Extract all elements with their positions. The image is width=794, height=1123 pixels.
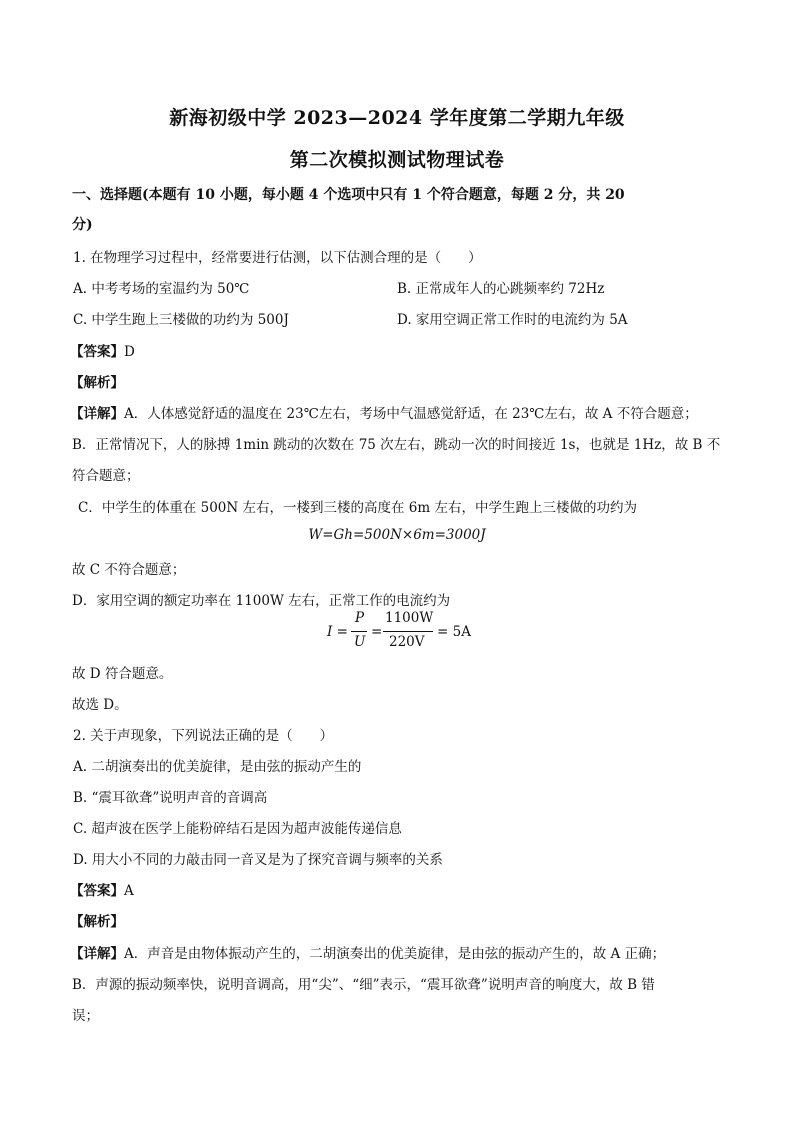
question-2-option-a: A. 二胡演奏出的优美旋律，是由弦的振动产生的 [73,759,362,775]
detail-tag: 【详解】 [70,946,124,962]
detail-a-text: A．声音是由物体振动产生的，二胡演奏出的优美旋律，是由弦的振动产生的，故 A 正确； [124,946,666,962]
section-heading-cont: 分) [72,217,93,233]
answer-value: D [124,344,135,360]
question-1-option-d: D. 家用空调正常工作时的电流约为 5A [397,312,628,328]
question-1-detail-c: C．中学生的体重在 500N 左右，一楼到三楼的高度在 6m 左右，中学生跑上三楼做的功约为 [78,500,637,516]
question-2-option-d: D. 用大小不同的力敲击同一音叉是为了探究音调与频率的关系 [73,852,443,868]
question-1-answer [70,340,135,360]
formula-rhs: = 5A [437,624,471,640]
question-2-detail-a [70,942,665,962]
question-1-detail-d-end: 故 D 符合题意。 [72,666,173,682]
answer-tag: 【答案】 [70,883,124,899]
question-1-detail-c-end: 故 C 不符合题意； [72,562,186,578]
section-heading: 一、选择题(本题有 10 小题，每小题 4 个选项中只有 1 个符合题意，每题 2 分，共 20 [72,187,625,203]
question-1-conclusion: 故选 D。 [72,697,128,713]
question-1-detail-a [70,402,698,422]
question-2-analysis-tag: 【解析】 [70,914,124,930]
formula-num2: 1100W [385,610,434,626]
page-title-line2: 第二次模拟测试物理试卷 [289,149,505,171]
question-1-detail-b: B．正常情况下，人的脉搏 1min 跳动的次数在 75 次左右，跳动一次的时间接近 1s，也就是 1Hz，故 B 不 [72,437,721,453]
question-2-option-b: B. “震耳欲聋”说明声音的音调高 [73,790,268,806]
question-1-stem: 1. 在物理学习过程中，经常要进行估测，以下估测合理的是（ ） [73,250,482,266]
formula-den1: U [354,634,366,650]
question-2-detail-b-cont: 误； [72,1008,99,1024]
answer-tag: 【答案】 [70,344,124,360]
question-2-detail-b: B．声源的振动频率快，说明音调高，用“尖”、“细”表示，“震耳欲聋”说明声音的响度大，故 B 错 [72,977,655,993]
formula-eq: = [371,624,383,640]
fraction-bar-1 [351,631,367,632]
question-1-option-b: B. 正常成年人的心跳频率约 72Hz [397,281,605,297]
question-1-detail-b-cont: 符合题意； [72,468,140,484]
page-title-line1: 新海初级中学 2023—2024 学年度第二学期九年级 [169,107,625,129]
question-2-stem: 2. 关于声现象，下列说法正确的是（ ） [73,728,334,744]
question-1-option-c: C. 中学生跑上三楼做的功约为 500J [73,312,289,328]
formula-work: W=Gh=500N×6m=3000J [308,527,486,543]
question-2-answer [70,879,134,899]
question-2-option-c: C. 超声波在医学上能粉碎结石是因为超声波能传递信息 [73,821,402,837]
question-1-option-a: A. 中考考场的室温约为 50℃ [73,281,250,297]
formula-den2: 220V [389,634,425,650]
question-1-detail-d: D．家用空调的额定功率在 1100W 左右，正常工作的电流约为 [72,593,451,609]
formula-num1: P [355,610,365,626]
detail-tag: 【详解】 [70,406,124,422]
detail-a-text: A．人体感觉舒适的温度在 23℃左右，考场中气温感觉舒适，在 23℃左右，故 A 不符合题意； [124,406,698,422]
answer-value: A [124,883,134,899]
question-1-analysis-tag: 【解析】 [70,375,124,391]
formula-lhs: I = [327,624,348,640]
fraction-bar-2 [383,631,433,632]
formula-current [325,610,475,654]
